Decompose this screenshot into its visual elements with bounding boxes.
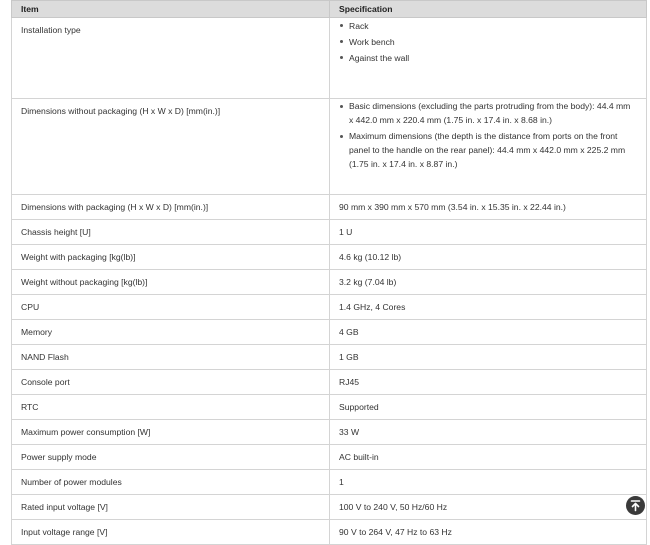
row-value: 1 GB xyxy=(330,345,647,370)
row-label: Number of power modules xyxy=(12,470,330,495)
table-row xyxy=(12,220,647,245)
row-value: 1 xyxy=(330,470,647,495)
table-row xyxy=(12,395,647,420)
table-row xyxy=(12,320,647,345)
list-item: Rack xyxy=(339,18,637,34)
row-label: Maximum power consumption [W] xyxy=(12,420,330,445)
row-label: Memory xyxy=(12,320,330,345)
row-value: 4 GB xyxy=(330,320,647,345)
row-label: Chassis height [U] xyxy=(12,220,330,245)
table-row xyxy=(12,345,647,370)
list-item: Against the wall xyxy=(339,50,637,66)
row-label: Dimensions without packaging (H x W x D) [mm(in.)] xyxy=(12,99,330,195)
table-header-row xyxy=(12,1,647,18)
table-row xyxy=(12,370,647,395)
table-row xyxy=(12,18,647,99)
table-row xyxy=(12,245,647,270)
row-value: 4.6 kg (10.12 lb) xyxy=(330,245,647,270)
row-value: RJ45 xyxy=(330,370,647,395)
table-row xyxy=(12,520,647,545)
table-row xyxy=(12,445,647,470)
row-value: 1 U xyxy=(330,220,647,245)
spec-table xyxy=(11,0,647,545)
row-value: 90 V to 264 V, 47 Hz to 63 Hz xyxy=(330,520,647,545)
row-label: Dimensions with packaging (H x W x D) [mm(in.)] xyxy=(12,195,330,220)
table-row xyxy=(12,495,647,520)
arrow-up-to-top-icon xyxy=(626,496,645,515)
row-label: NAND Flash xyxy=(12,345,330,370)
dimensions-list xyxy=(339,99,637,171)
list-item: Basic dimensions (excluding the parts protruding from the body): 44.4 mm x 442.0 mm x 220.4 mm (1.75 in. x 17.4 in. x 8.68 in.) xyxy=(339,99,637,127)
row-label: Installation type xyxy=(12,18,330,99)
row-value: 33 W xyxy=(330,420,647,445)
row-value: AC built-in xyxy=(330,445,647,470)
row-label: Console port xyxy=(12,370,330,395)
row-label: RTC xyxy=(12,395,330,420)
row-value: 90 mm x 390 mm x 570 mm (3.54 in. x 15.35 in. x 22.44 in.) xyxy=(330,195,647,220)
row-label: Input voltage range [V] xyxy=(12,520,330,545)
row-value: 100 V to 240 V, 50 Hz/60 Hz xyxy=(330,495,647,520)
installation-list xyxy=(339,18,637,66)
row-label: Weight without packaging [kg(lb)] xyxy=(12,270,330,295)
table-row xyxy=(12,270,647,295)
row-value: Supported xyxy=(330,395,647,420)
back-to-top-button[interactable] xyxy=(626,496,645,515)
table-row xyxy=(12,420,647,445)
table-row xyxy=(12,195,647,220)
header-item: Item xyxy=(12,1,330,18)
header-specification: Specification xyxy=(330,1,647,18)
row-label: Weight with packaging [kg(lb)] xyxy=(12,245,330,270)
list-item: Maximum dimensions (the depth is the distance from ports on the front panel to the handle on the rear panel): 44.4 mm x 442.0 mm x 225.2 mm (1.75 in. x 17.4 in. x 8.87 in.) xyxy=(339,129,637,171)
row-value xyxy=(330,99,647,195)
row-label: CPU xyxy=(12,295,330,320)
row-label: Rated input voltage [V] xyxy=(12,495,330,520)
table-row xyxy=(12,295,647,320)
table-row xyxy=(12,99,647,195)
row-label: Power supply mode xyxy=(12,445,330,470)
row-value: 3.2 kg (7.04 lb) xyxy=(330,270,647,295)
list-item: Work bench xyxy=(339,34,637,50)
row-value: 1.4 GHz, 4 Cores xyxy=(330,295,647,320)
row-value xyxy=(330,18,647,99)
table-row xyxy=(12,470,647,495)
